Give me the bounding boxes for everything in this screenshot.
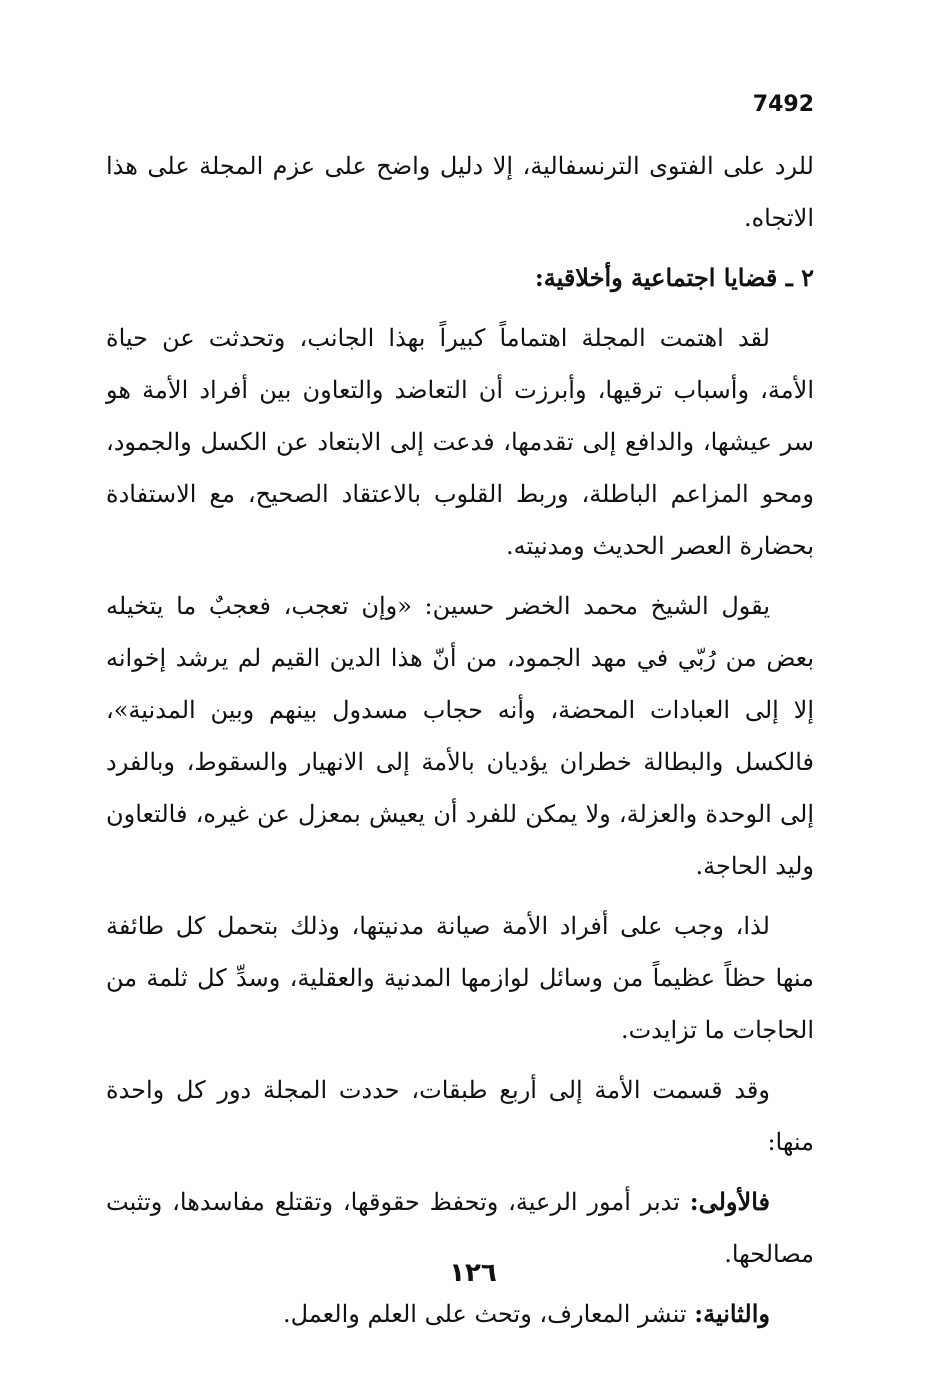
page-body [106, 140, 814, 1348]
paragraph-intro: للرد على الفتوى الترنسفالية، إلا دليل واضح على عزم المجلة على هذا الاتجاه. [106, 152, 814, 232]
second-class-term: والثانية: [694, 1299, 770, 1328]
paragraph-duty: لذا، وجب على أفراد الأمة صيانة مدنيتها، وذلك بتحمل كل طائفة منها حظاً عظيماً من وسائل لوازمها المدنية والعقلية، وسدِّ كل ثلمة من الحاجات ما تزايدت. [106, 912, 814, 1044]
first-class-term: فالأولى: [689, 1187, 770, 1216]
first-class-text: تدبر أمور الرعية، وتحفظ حقوقها، وتقتلع مفاسدها، وتثبت مصالحها. [106, 1188, 814, 1268]
page-number-bottom: ١٢٦ [449, 1258, 497, 1288]
paragraph-quote: يقول الشيخ محمد الخضر حسين: «وإن تعجب، فعجبٌ ما يتخيله بعض من رُبّي في مهد الجمود، من أنّ هذا الدين القيم لم يرشد إخوانه إلا إلى العبادات المحضة، وأنه حجاب مسدول بينهم وبين المدنية»، فالكسل والبطالة خطران يؤديان بالأمة إلى الانهيار والسقوط، وبالفرد إلى الوحدة والعزلة، ولا يمكن للفرد أن يعيش بمعزل عن غيره، فالتعاون وليد الحاجة. [106, 592, 814, 880]
second-class-text: تنشر المعارف، وتحث على العلم والعمل. [283, 1300, 695, 1328]
paragraph-interest: لقد اهتمت المجلة اهتماماً كبيراً بهذا الجانب، وتحدثت عن حياة الأمة، وأسباب ترقيها، وأبرزت أن التعاضد والتعاون بين أفراد الأمة هو سر عيشها، والدافع إلى تقدمها، فدعت إلى الابتعاد عن الكسل والجمود، ومحو المزاعم الباطلة، وربط القلوب بالاعتقاد الصحيح، مع الاستفادة بحضارة العصر الحديث ومدنيته. [106, 324, 815, 560]
paragraph-divided: وقد قسمت الأمة إلى أربع طبقات، حددت المجلة دور كل واحدة منها: [106, 1076, 814, 1156]
paragraph-second-class [106, 1288, 814, 1340]
section-heading: ٢ ـ قضايا اجتماعية وأخلاقية: [534, 263, 814, 292]
page-number-top: 7492 [752, 92, 814, 117]
